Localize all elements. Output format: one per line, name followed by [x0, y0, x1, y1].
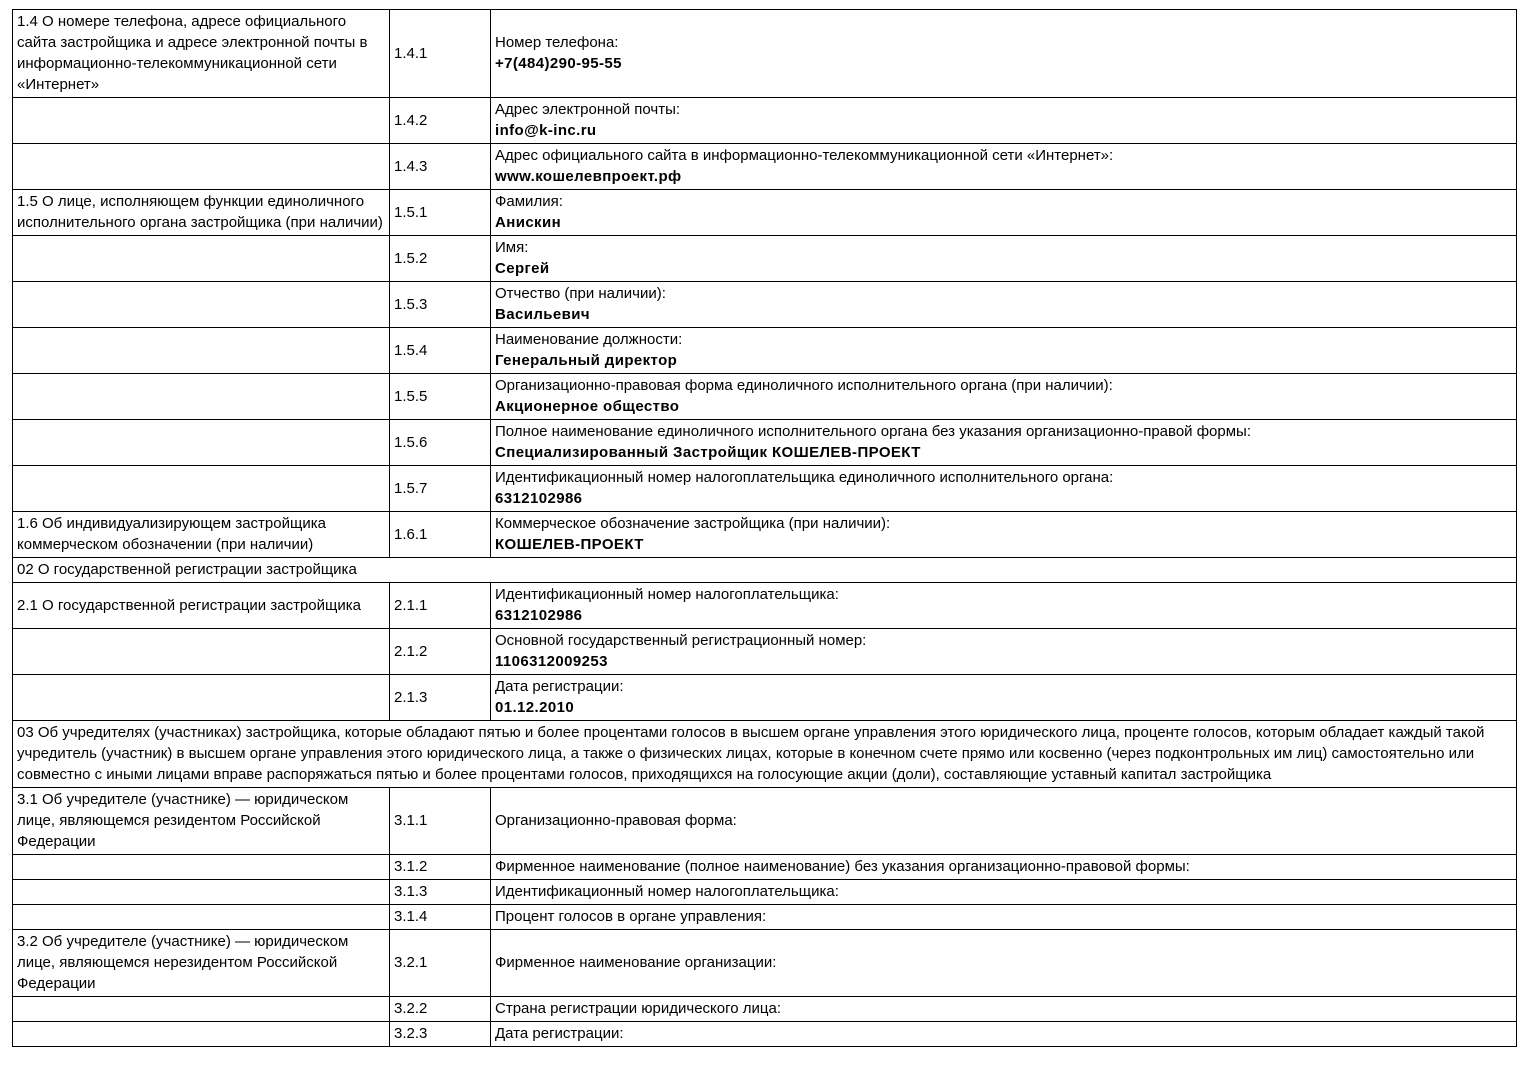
field-label: Фирменное наименование организации: — [495, 954, 777, 971]
section-title-cell — [13, 328, 390, 374]
table-row — [13, 788, 1517, 855]
table-row — [13, 629, 1517, 675]
item-number-cell: 1.5.4 — [390, 328, 491, 374]
field-label: Фирменное наименование (полное наименование) без указания организационно-правовой формы: — [495, 858, 1190, 875]
field-label: Страна регистрации юридического лица: — [495, 1000, 782, 1017]
field-value: Сергей — [495, 260, 550, 277]
item-number-cell: 3.2.2 — [390, 997, 491, 1022]
section-title-cell — [13, 629, 390, 675]
item-number-cell: 1.4.1 — [390, 10, 491, 98]
item-content-cell — [491, 98, 1517, 144]
section-header-text: 02 О государственной регистрации застройщика — [13, 558, 1517, 583]
item-content-cell — [491, 10, 1517, 98]
item-content-cell — [491, 512, 1517, 558]
field-label: Основной государственный регистрационный номер: — [495, 632, 867, 649]
item-number-cell: 1.5.3 — [390, 282, 491, 328]
table-row — [13, 997, 1517, 1022]
item-number-cell: 1.5.1 — [390, 190, 491, 236]
field-label: Коммерческое обозначение застройщика (при наличии): — [495, 515, 891, 532]
item-content-cell — [491, 880, 1517, 905]
item-content-cell — [491, 236, 1517, 282]
item-content-cell — [491, 190, 1517, 236]
item-number-cell: 1.5.6 — [390, 420, 491, 466]
field-value: Акционерное общество — [495, 398, 680, 415]
item-number-cell: 2.1.3 — [390, 675, 491, 721]
field-label: Полное наименование единоличного исполнительного органа без указания организационно-правой формы: — [495, 423, 1251, 440]
table-row — [13, 10, 1517, 98]
section-header-text: 03 Об учредителях (участниках) застройщика, которые обладают пятью и более процентами голосов в высшем органе управления этого юридического лица, проценте голосов, которым обладает каждый такой учредитель (участник) в высшем органе управления этого юридического лица, а также о физических лицах, которые в конечном счете прямо или косвенно (через подконтрольных им лиц) самостоятельно или совместно с иными лицами вправе распоряжаться пятью и более процентами голосов, приходящихся на голосующие акции (доли), составляющие уставный капитал застройщика — [13, 721, 1517, 788]
field-label: Номер телефона: — [495, 34, 619, 51]
table-row — [13, 905, 1517, 930]
item-number-cell: 3.2.3 — [390, 1022, 491, 1047]
item-content-cell — [491, 629, 1517, 675]
field-label: Идентификационный номер налогоплательщика единоличного исполнительного органа: — [495, 469, 1114, 486]
item-number-cell: 1.5.7 — [390, 466, 491, 512]
item-content-cell — [491, 144, 1517, 190]
section-title-cell — [13, 420, 390, 466]
item-content-cell — [491, 855, 1517, 880]
field-label: Процент голосов в органе управления: — [495, 908, 767, 925]
field-label: Идентификационный номер налогоплательщика: — [495, 586, 839, 603]
item-number-cell: 1.5.5 — [390, 374, 491, 420]
table-row — [13, 930, 1517, 997]
section-title-cell — [13, 675, 390, 721]
table-row — [13, 236, 1517, 282]
section-header-row — [13, 558, 1517, 583]
field-value: Васильевич — [495, 306, 590, 323]
table-row — [13, 855, 1517, 880]
field-value: 01.12.2010 — [495, 699, 575, 716]
section-title-cell — [13, 98, 390, 144]
field-label: Отчество (при наличии): — [495, 285, 666, 302]
field-label: Адрес официального сайта в информационно-телекоммуникационной сети «Интернет»: — [495, 147, 1114, 164]
item-content-cell — [491, 997, 1517, 1022]
item-number-cell: 2.1.1 — [390, 583, 491, 629]
field-value: www.кошелевпроект.рф — [495, 168, 682, 185]
table-row — [13, 466, 1517, 512]
item-number-cell: 1.4.2 — [390, 98, 491, 144]
item-number-cell: 3.1.2 — [390, 855, 491, 880]
item-number-cell: 3.2.1 — [390, 930, 491, 997]
item-content-cell — [491, 1022, 1517, 1047]
section-header-row — [13, 721, 1517, 788]
field-label: Дата регистрации: — [495, 678, 624, 695]
field-value: Специализированный Застройщик КОШЕЛЕВ-ПРОЕКТ — [495, 444, 921, 461]
field-value: info@k-inc.ru — [495, 122, 597, 139]
table-row — [13, 675, 1517, 721]
table-row — [13, 144, 1517, 190]
field-label: Фамилия: — [495, 193, 563, 210]
item-number-cell: 3.1.3 — [390, 880, 491, 905]
document-page — [12, 9, 1517, 1047]
item-content-cell — [491, 788, 1517, 855]
field-value: Генеральный директор — [495, 352, 678, 369]
item-content-cell — [491, 328, 1517, 374]
item-content-cell — [491, 675, 1517, 721]
item-content-cell — [491, 583, 1517, 629]
section-title-cell: 1.4 О номере телефона, адресе официального сайта застройщика и адресе электронной почты в информационно-телекоммуникационной сети «Интернет» — [13, 10, 390, 98]
table-row — [13, 583, 1517, 629]
section-title-cell: 3.2 Об учредителе (участнике) — юридическом лице, являющемся нерезидентом Российской Федерации — [13, 930, 390, 997]
table-row — [13, 512, 1517, 558]
section-title-cell — [13, 466, 390, 512]
field-value: КОШЕЛЕВ-ПРОЕКТ — [495, 536, 644, 553]
section-title-cell — [13, 880, 390, 905]
field-value: 6312102986 — [495, 490, 583, 507]
table-row — [13, 190, 1517, 236]
field-value: Анискин — [495, 214, 562, 231]
item-number-cell: 3.1.1 — [390, 788, 491, 855]
item-content-cell — [491, 466, 1517, 512]
field-value: 1106312009253 — [495, 653, 608, 670]
item-number-cell: 3.1.4 — [390, 905, 491, 930]
item-number-cell: 2.1.2 — [390, 629, 491, 675]
item-content-cell — [491, 905, 1517, 930]
field-label: Организационно-правовая форма единоличного исполнительного органа (при наличии): — [495, 377, 1113, 394]
section-title-cell — [13, 855, 390, 880]
table-row — [13, 328, 1517, 374]
section-title-cell — [13, 236, 390, 282]
section-title-cell: 1.5 О лице, исполняющем функции единоличного исполнительного органа застройщика (при наличии) — [13, 190, 390, 236]
item-number-cell: 1.6.1 — [390, 512, 491, 558]
field-value: 6312102986 — [495, 607, 583, 624]
item-number-cell: 1.5.2 — [390, 236, 491, 282]
field-label: Наименование должности: — [495, 331, 683, 348]
item-content-cell — [491, 930, 1517, 997]
field-value: +7(484)290-95-55 — [495, 55, 622, 72]
field-label: Идентификационный номер налогоплательщика: — [495, 883, 839, 900]
declaration-table-body — [13, 10, 1517, 1047]
section-title-cell — [13, 282, 390, 328]
section-title-cell — [13, 997, 390, 1022]
item-content-cell — [491, 374, 1517, 420]
item-content-cell — [491, 282, 1517, 328]
declaration-table — [12, 9, 1517, 1047]
section-title-cell — [13, 374, 390, 420]
section-title-cell — [13, 144, 390, 190]
field-label: Адрес электронной почты: — [495, 101, 681, 118]
table-row — [13, 880, 1517, 905]
table-row — [13, 374, 1517, 420]
section-title-cell — [13, 905, 390, 930]
section-title-cell: 1.6 Об индивидуализирующем застройщика коммерческом обозначении (при наличии) — [13, 512, 390, 558]
field-label: Имя: — [495, 239, 529, 256]
field-label: Организационно-правовая форма: — [495, 812, 737, 829]
table-row — [13, 98, 1517, 144]
table-row — [13, 1022, 1517, 1047]
table-row — [13, 282, 1517, 328]
item-number-cell: 1.4.3 — [390, 144, 491, 190]
item-content-cell — [491, 420, 1517, 466]
section-title-cell: 2.1 О государственной регистрации застройщика — [13, 583, 390, 629]
section-title-cell — [13, 1022, 390, 1047]
section-title-cell: 3.1 Об учредителе (участнике) — юридическом лице, являющемся резидентом Российской Федерации — [13, 788, 390, 855]
table-row — [13, 420, 1517, 466]
field-label: Дата регистрации: — [495, 1025, 624, 1042]
